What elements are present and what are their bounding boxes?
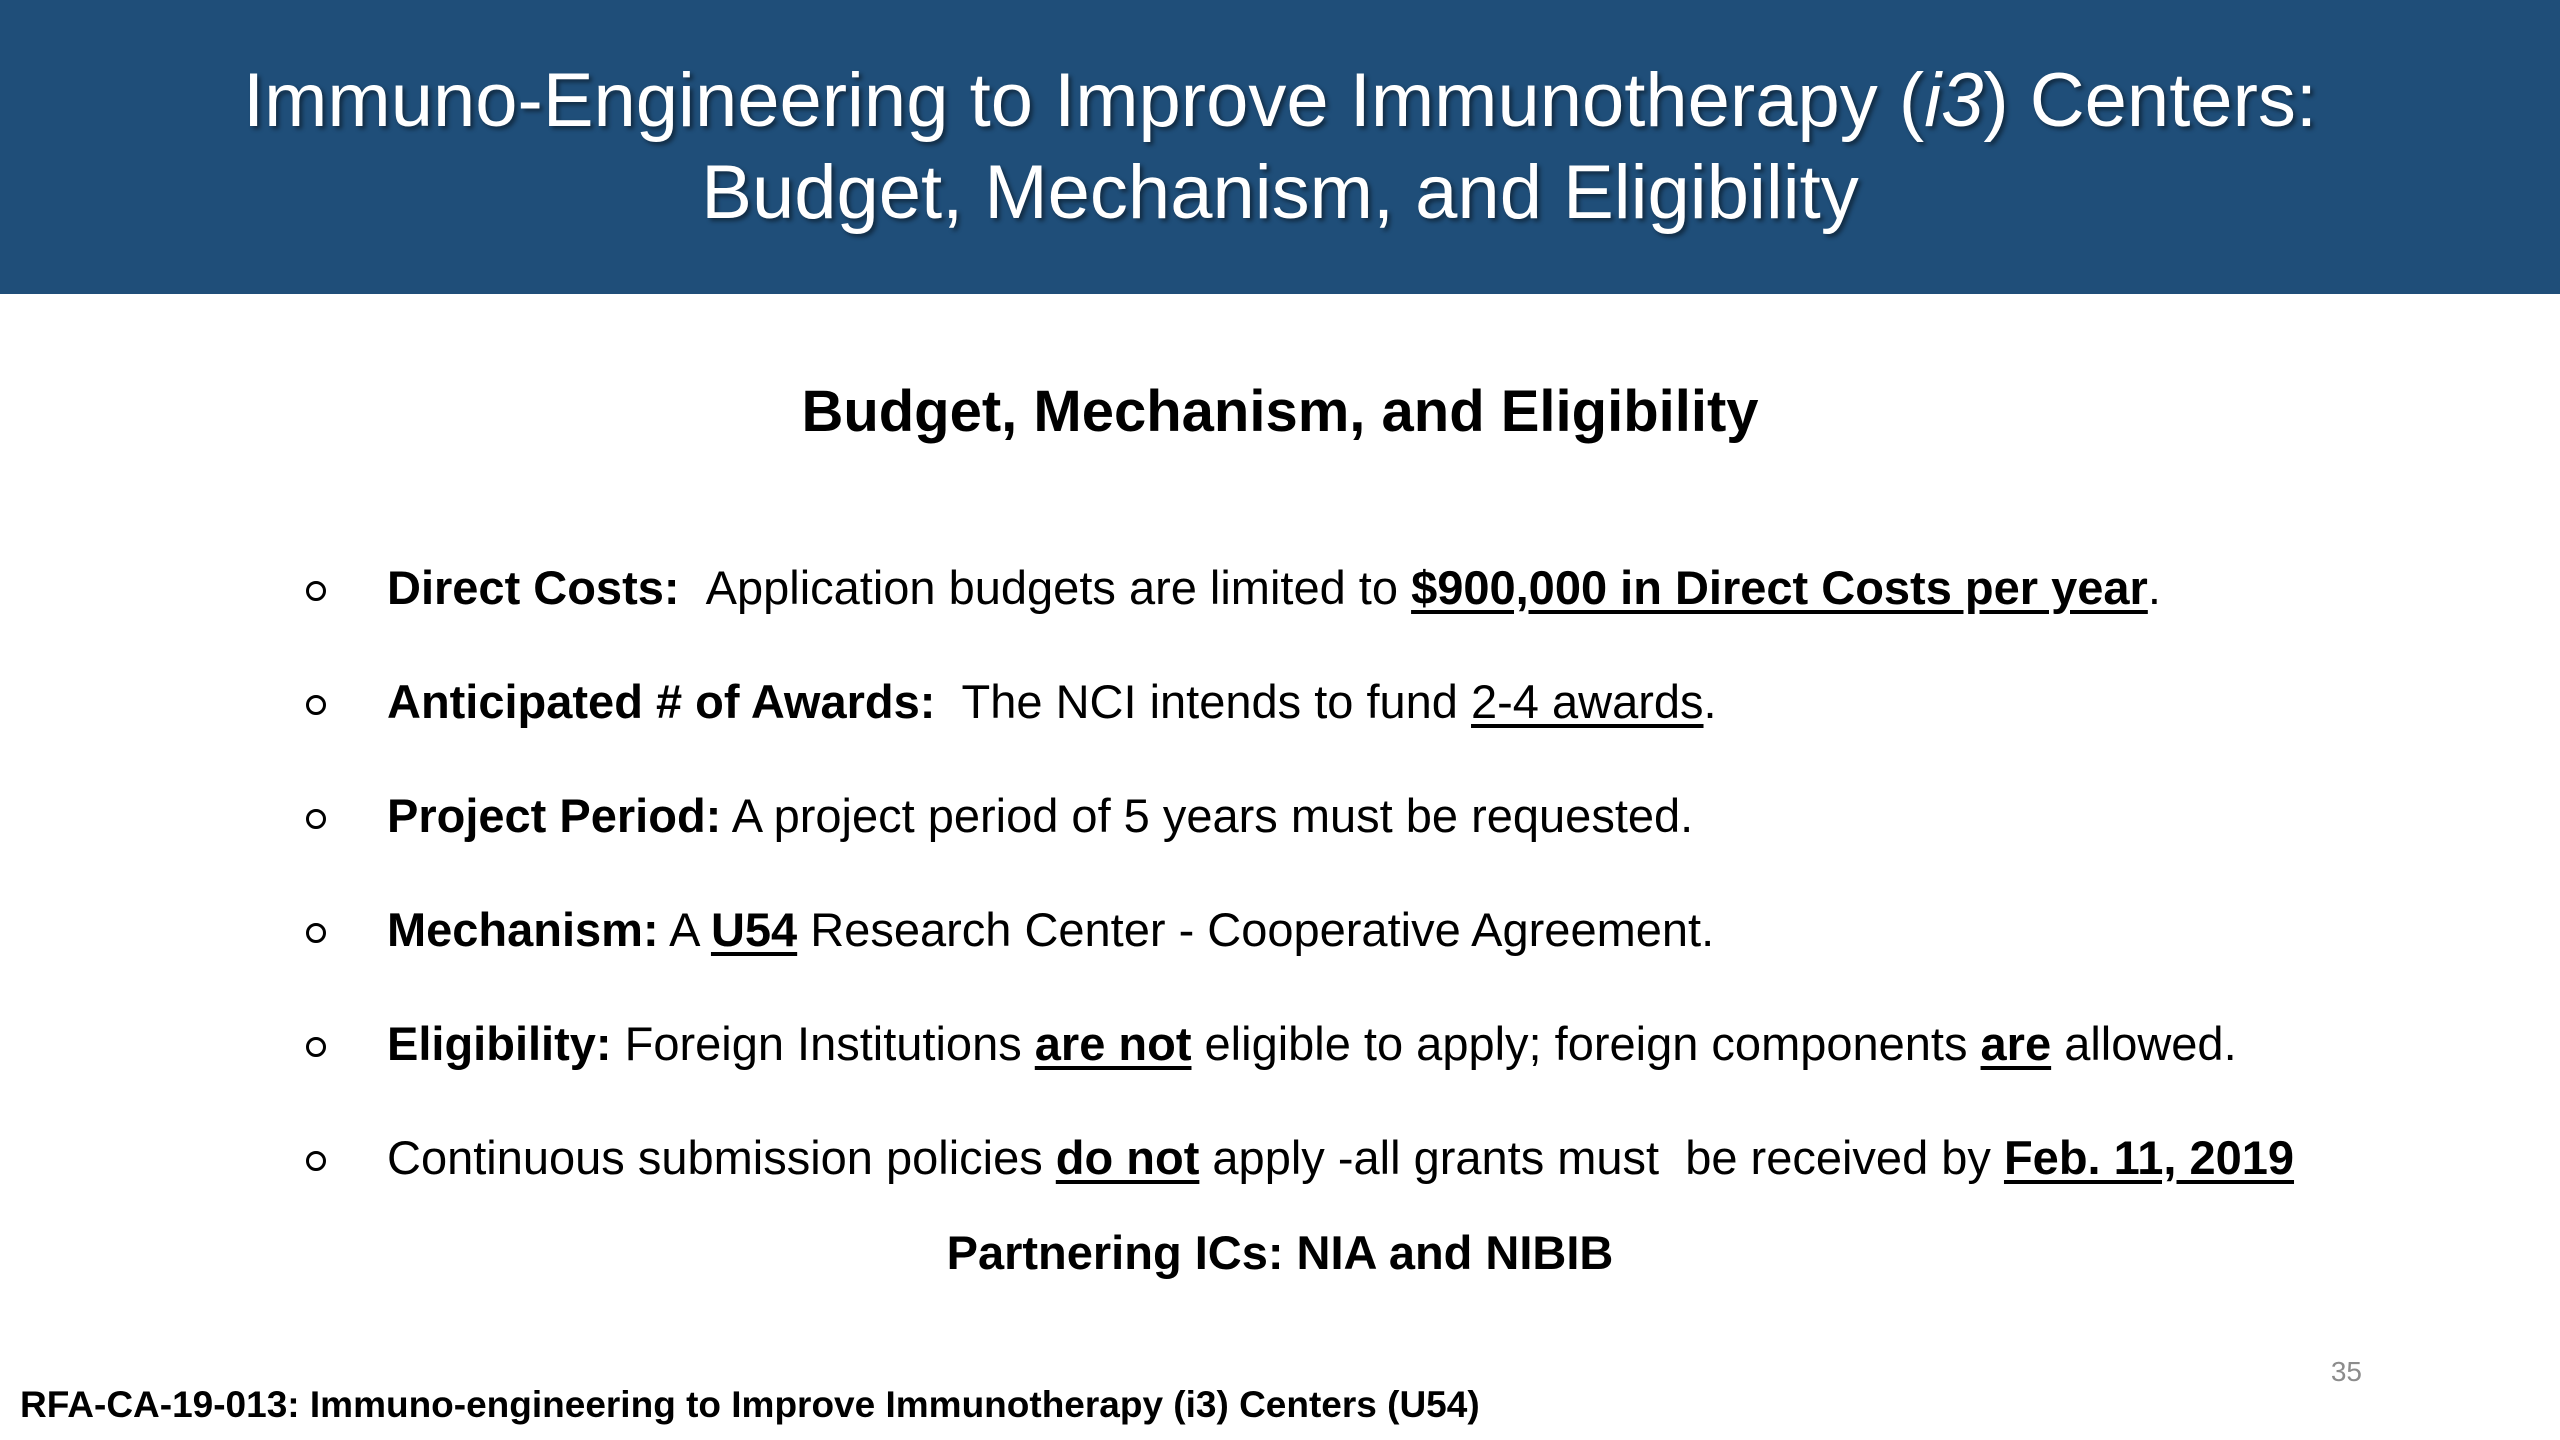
footer-rfa-reference: RFA-CA-19-013: Immuno-engineering to Improve Immunotherapy (i3) Centers (U54): [20, 1384, 1480, 1425]
section-subtitle: Budget, Mechanism, and Eligibility: [801, 379, 1759, 444]
bullet-body: eligible to apply; foreign components: [1204, 1016, 1968, 1070]
bullet-emphasis: $900,000 in Direct Costs per year: [1411, 560, 2148, 614]
hollow-circle-bullet-icon: [306, 923, 326, 943]
bullet-punctuation: .: [2147, 560, 2161, 614]
bullet-text: [387, 902, 1714, 957]
bullet-text: [387, 560, 2161, 615]
bullet-label: Direct Costs:: [387, 560, 680, 614]
hollow-circle-bullet-icon: [306, 809, 326, 829]
bullet-body: Research Center - Cooperative Agreement.: [810, 902, 1715, 956]
bullet-eligibility: [300, 986, 2420, 1100]
bullet-emphasis: are not: [1034, 1016, 1192, 1070]
bullet-project-period: [300, 758, 2420, 872]
bullet-emphasis: Feb. 11, 2019: [2003, 1130, 2295, 1184]
bullet-body: apply -all grants must be received by: [1212, 1130, 1991, 1184]
bullet-list: [300, 530, 2420, 1214]
bullet-body: allowed.: [2064, 1016, 2237, 1070]
bullet-label: Mechanism:: [387, 902, 659, 956]
bullet-label: Project Period:: [387, 788, 722, 842]
bullet-direct-costs: [300, 530, 2420, 644]
bullet-emphasis: U54: [710, 902, 798, 956]
slide-title-line-1: [243, 55, 2317, 147]
bullet-emphasis: 2-4 awards: [1471, 674, 1704, 728]
bullet-label: Eligibility:: [387, 1016, 612, 1070]
hollow-circle-bullet-icon: [306, 695, 326, 715]
bullet-body: Foreign Institutions: [624, 1016, 1022, 1070]
bullet-body: The NCI intends to fund: [961, 674, 1458, 728]
bullet-body: A: [669, 902, 698, 956]
bullet-body: A project period of 5 years must be requested.: [731, 788, 1694, 842]
page-number: 35: [2330, 1356, 2362, 1387]
bullet-body: Application budgets are limited to: [705, 560, 1398, 614]
bullet-mechanism: [300, 872, 2420, 986]
hollow-circle-bullet-icon: [306, 1037, 326, 1057]
bullet-label: Anticipated # of Awards:: [387, 674, 936, 728]
partnering-ics: Partnering ICs: NIA and NIBIB: [946, 1226, 1614, 1279]
bullet-emphasis: are: [1980, 1016, 2052, 1070]
hollow-circle-bullet-icon: [306, 581, 326, 601]
slide-title-banner: [0, 0, 2560, 294]
bullet-text: [387, 1130, 2294, 1185]
title-text-part: ) Centers:: [1983, 58, 2317, 143]
bullet-submission: [300, 1100, 2420, 1214]
bullet-text: [387, 1016, 2237, 1071]
title-italic-i3: i3: [1924, 58, 1984, 143]
bullet-punctuation: .: [1703, 674, 1717, 728]
title-text-part: Immuno-Engineering to Improve Immunotherapy (: [242, 58, 1925, 143]
bullet-text: [387, 674, 1717, 729]
hollow-circle-bullet-icon: [306, 1151, 326, 1171]
bullet-text: [387, 788, 1693, 843]
bullet-awards: [300, 644, 2420, 758]
slide-title-line-2: Budget, Mechanism, and Eligibility: [701, 150, 1859, 235]
bullet-body: Continuous submission policies: [387, 1130, 1043, 1184]
bullet-emphasis: do not: [1055, 1130, 1200, 1184]
